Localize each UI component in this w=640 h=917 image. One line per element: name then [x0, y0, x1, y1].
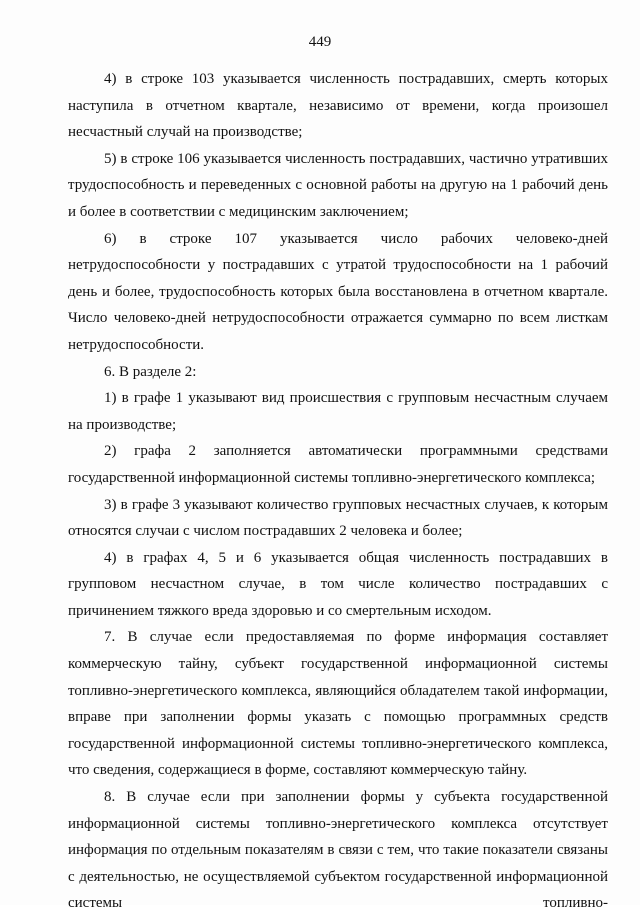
paragraph-line-107: 6) в строке 107 указывается число рабочих человеко-дней нетрудоспособности у пострадавших с утратой трудоспособности на 1 рабочий день и более, трудоспособность которых была восстановлена в отчетном квартале. Число человеко-дней нетрудоспособности отражается суммарно по всем листкам нетрудоспособности. — [68, 230, 608, 353]
paragraph-columns-4-6: 4) в графах 4, 5 и 6 указывается общая численность пострадавших в групповом несчастном случае, в том числе количество пострадавших с причинением тяжкого вреда здоровью и со смертельным исходом. — [68, 549, 608, 619]
paragraph-column-2: 2) графа 2 заполняется автоматически программными средствами государственной информационной системы топливно-энергетического комплекса; — [68, 443, 608, 486]
paragraph-column-1: 1) в графе 1 указывают вид происшествия с групповым несчастным случаем на производстве; — [68, 390, 608, 433]
page-number: 449 — [308, 34, 332, 50]
section-2-heading: 6. В разделе 2: — [104, 363, 197, 380]
paragraph-7-commercial-secret: 7. В случае если предоставляемая по форме информация составляет коммерческую тайну, субъект государственной информационной системы топливно-энергетического комплекса, являющийся обладателем такой информации, вправе при заполнении формы указать с помощью программных средств государственной информационной системы топливно-энергетического комплекса, что сведения, содержащиеся в форме, составляют коммерческую тайну. — [68, 629, 608, 779]
paragraph-line-106: 5) в строке 106 указывается численность пострадавших, частично утративших трудоспособность и переведенных с основной работы на другую на 1 рабочий день и более в соответствии с медицинским заключением; — [68, 150, 608, 220]
paragraph-8-missing-info: 8. В случае если при заполнении формы у субъекта государственной информационной системы топливно-энергетического комплекса отсутствует информация по отдельным показателям в связи с тем, что такие показатели связаны с деятельностью, не осуществляемой субъектом государственной информационной системы топливно- — [68, 789, 608, 912]
paragraph-line-103: 4) в строке 103 указывается численность пострадавших, смерть которых наступила в отчетном квартале, независимо от времени, когда произошел несчастный случай на производстве; — [68, 71, 608, 141]
document-body — [68, 66, 608, 917]
paragraph-column-3: 3) в графе 3 указывают количество групповых несчастных случаев, к которым относятся случаи с числом пострадавших 2 человека и более; — [68, 496, 608, 540]
